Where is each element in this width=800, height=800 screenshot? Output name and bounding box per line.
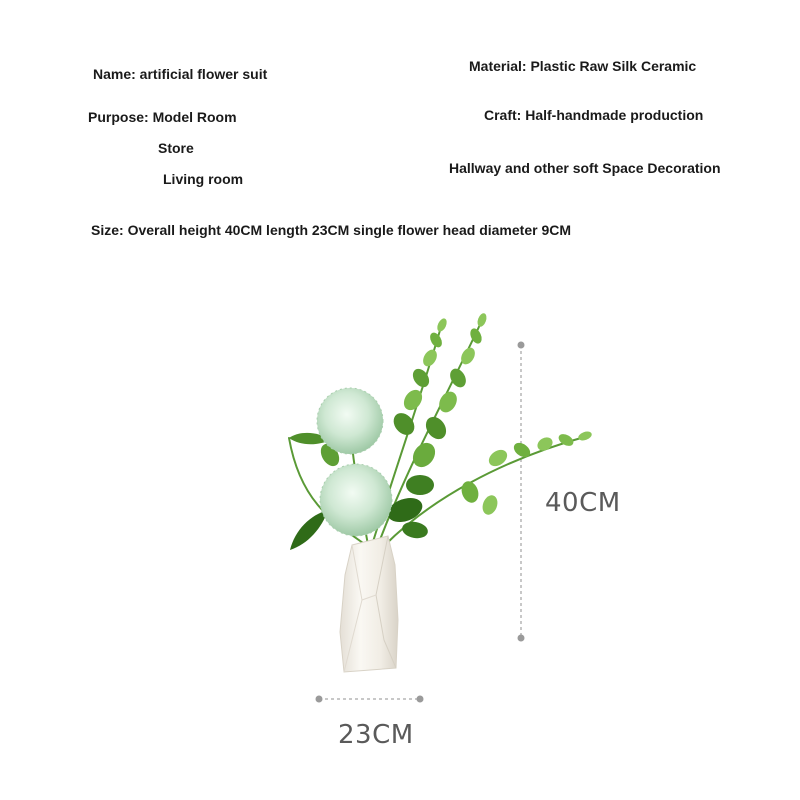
flower-head-bottom — [320, 464, 392, 536]
spec-purpose: Purpose: Model Room — [88, 109, 237, 125]
spec-name: Name: artificial flower suit — [93, 66, 268, 82]
width-dimension-label: 23CM — [338, 720, 414, 750]
spec-size: Size: Overall height 40CM length 23CM single flower head diameter 9CM — [91, 222, 571, 238]
spec-purpose-hallway: Hallway and other soft Space Decoration — [449, 160, 721, 176]
height-dimension-label: 40CM — [545, 488, 621, 518]
spec-material: Material: Plastic Raw Silk Ceramic — [469, 58, 697, 74]
ceramic-vase — [340, 536, 398, 672]
spec-craft: Craft: Half-handmade production — [484, 107, 704, 123]
spec-purpose-store: Store — [158, 140, 194, 156]
flower-head-top — [317, 388, 383, 454]
width-dimension-line — [316, 696, 424, 703]
spec-purpose-living-room: Living room — [163, 171, 244, 187]
flower-stems — [289, 316, 588, 545]
height-dimension-line — [518, 342, 525, 642]
